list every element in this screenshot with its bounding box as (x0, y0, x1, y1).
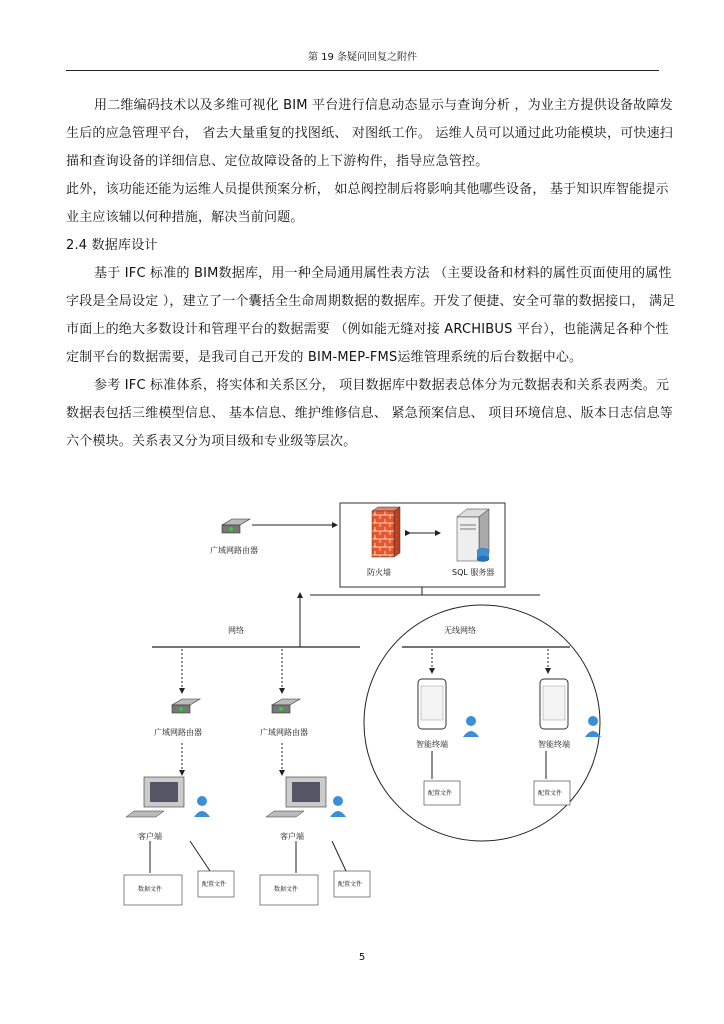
header-title: 第 19 条疑问回复之附件 (307, 52, 418, 63)
sql-server-label: SQL 服务器 (452, 568, 495, 577)
router-mid-icon (272, 699, 300, 713)
top-router-label: 广域网路由器 (210, 546, 258, 555)
data-file-left-label: 数据文件 (138, 886, 163, 893)
firewall-label: 防火墙 (367, 568, 391, 577)
config-file-left-label: 配置文件 (202, 881, 227, 888)
config-file-mobile-right-label: 配置文件 (538, 790, 563, 797)
router-mid-label: 广域网路由器 (260, 728, 308, 737)
firewall-icon (372, 507, 400, 557)
paragraph-1: 用二维编码技术以及多维可视化 BIM 平台进行信息动态显示与查询分析 ，为业主方提供设备故障发生后的应急管理平台， 省去大量重复的找图纸、 对图纸工作。 运维人员可以通过此功能模块，可快速扫描和查询设备的详细信息、定位故障设备的上下游构件，指导应急管控。 (66, 98, 673, 169)
mobile-right-label: 智能终端 (538, 740, 570, 749)
top-router-icon (222, 519, 250, 533)
paragraph-2: 此外，该功能还能为运维人员提供预案分析， 如总阀控制后将影响其他哪些设备， 基于知识库智能提示业主应该辅以何种措施，解决当前问题。 (66, 182, 669, 225)
network-diagram (110, 495, 670, 925)
data-file-mid-label: 数据文件 (274, 886, 299, 893)
config-file-mobile-left-label: 配置文件 (428, 790, 453, 797)
router-left-label: 广域网路由器 (154, 728, 202, 737)
sql-server-icon (457, 509, 489, 562)
page-header (66, 50, 659, 71)
client-left-label: 客户端 (138, 832, 162, 841)
mobile-left-label: 智能终端 (416, 740, 448, 749)
page-number: 5 (358, 952, 366, 963)
paragraph-4: 参考 IFC 标准体系，将实体和关系区分， 项目数据库中数据表总体分为元数据表和关系表两类。元数据表包括三维模型信息、 基本信息、维护维修信息、 紧急预案信息、 项目环境信息、版本日志信息等六个模块。关系表又分为项目级和专业级等层次。 (66, 378, 673, 449)
client-mid-label: 客户端 (280, 832, 304, 841)
mobile-left-icon (418, 679, 479, 737)
paragraph-3: 基于 IFC 标准的 BIM数据库，用一种全局通用属性表方法 （主要设备和材料的属性页面使用的属性字段是全局设定 ），建立了一个囊括全生命周期数据的数据库。开发了便捷、安全可靠的数据接口， 满足市面上的绝大多数设计和管理平台的数据需要 （例如能无缝对接 ARCHIBUS 平台），也能满足各种个性定制平台的数据需要，是我司自己开发的 BIM-MEP-FMS运维管理系统的后台数据中心。 (66, 266, 676, 365)
network-label: 网络 (228, 626, 244, 635)
router-left-icon (172, 699, 200, 713)
mobile-right-icon (540, 679, 601, 737)
config-file-mid-label: 配置文件 (338, 881, 363, 888)
section-heading: 2.4 数据库设计 (66, 238, 158, 253)
body-text (66, 92, 676, 456)
wireless-label: 无线网络 (444, 626, 476, 635)
client-left-icon (126, 777, 210, 817)
client-mid-icon (266, 777, 346, 817)
